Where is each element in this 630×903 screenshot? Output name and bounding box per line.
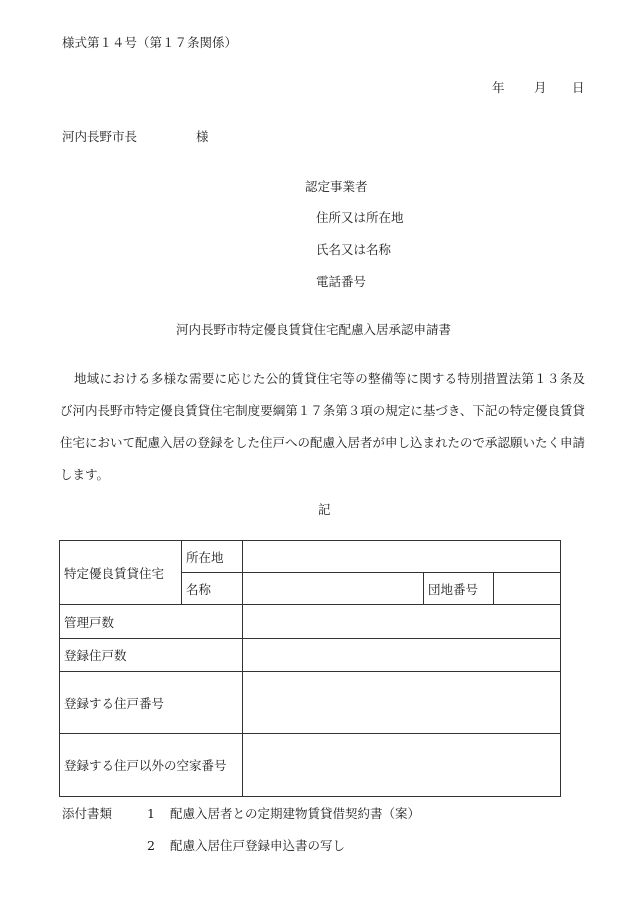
registered-unit-numbers-label-cell: 登録する住戸番号 (60, 672, 243, 734)
vacant-unit-numbers-value-cell[interactable] (243, 734, 561, 797)
date-year-label: 年 (492, 80, 505, 95)
name-value-cell[interactable] (243, 573, 424, 605)
applicant-name-label: 氏名又は名称 (316, 242, 392, 257)
attachment-2-text: 配慮入居住戸登録申込書の写し (170, 838, 346, 853)
ki-marker: 記 (318, 502, 331, 517)
managed-units-label-cell: 管理戸数 (60, 605, 243, 639)
registered-units-value-cell[interactable] (243, 639, 561, 672)
attachments-label: 添付書類 (62, 806, 113, 821)
location-value-cell[interactable] (243, 541, 561, 573)
table-row-registered-units (60, 639, 561, 672)
date-month-label: 月 (534, 80, 547, 95)
attachment-1-number: 1 (147, 806, 155, 821)
table-row-vacant-unit-numbers (60, 734, 561, 797)
application-details-table (59, 540, 561, 797)
managed-units-value-cell[interactable] (243, 605, 561, 639)
form-number: 様式第１４号（第１７条関係） (62, 35, 238, 50)
name-label-cell: 名称 (182, 573, 243, 605)
applicant-phone-label: 電話番号 (316, 274, 367, 289)
housing-label-cell: 特定優良賃貸住宅 (60, 541, 182, 605)
applicant-title: 認定事業者 (305, 179, 368, 194)
location-label-cell: 所在地 (182, 541, 243, 573)
applicant-address-label: 住所又は所在地 (316, 210, 404, 225)
attachment-1-text: 配慮入居者との定期建物賃貸借契約書（案） (170, 806, 421, 821)
date-day-label: 日 (572, 80, 585, 95)
body-paragraph: 地域における多様な需要に応じた公的賃貸住宅等の整備等に関する特別措置法第１３条及び河内長野市特定優良賃貸住宅制度要綱第１７条第３項の規定に基づき、下記の特定優良賃貸住宅において配慮入居の登録をした住戸への配慮入居者が申し込まれたので承認願いたく申請します。 (60, 371, 586, 482)
vacant-unit-numbers-label-cell: 登録する住戸以外の空家番号 (60, 734, 243, 797)
table-row-location (60, 541, 561, 573)
registered-unit-numbers-value-cell[interactable] (243, 672, 561, 734)
complex-number-value-cell[interactable] (494, 573, 561, 605)
table-row-registered-unit-numbers (60, 672, 561, 734)
table-row-managed-units (60, 605, 561, 639)
addressee-name: 河内長野市長 (62, 129, 138, 144)
attachment-2-number: 2 (147, 838, 155, 853)
document-title: 河内長野市特定優良賃貸住宅配慮入居承認申請書 (176, 322, 452, 337)
complex-number-label-cell: 団地番号 (424, 573, 494, 605)
registered-units-label-cell: 登録住戸数 (60, 639, 243, 672)
addressee-honorific: 様 (196, 129, 209, 144)
